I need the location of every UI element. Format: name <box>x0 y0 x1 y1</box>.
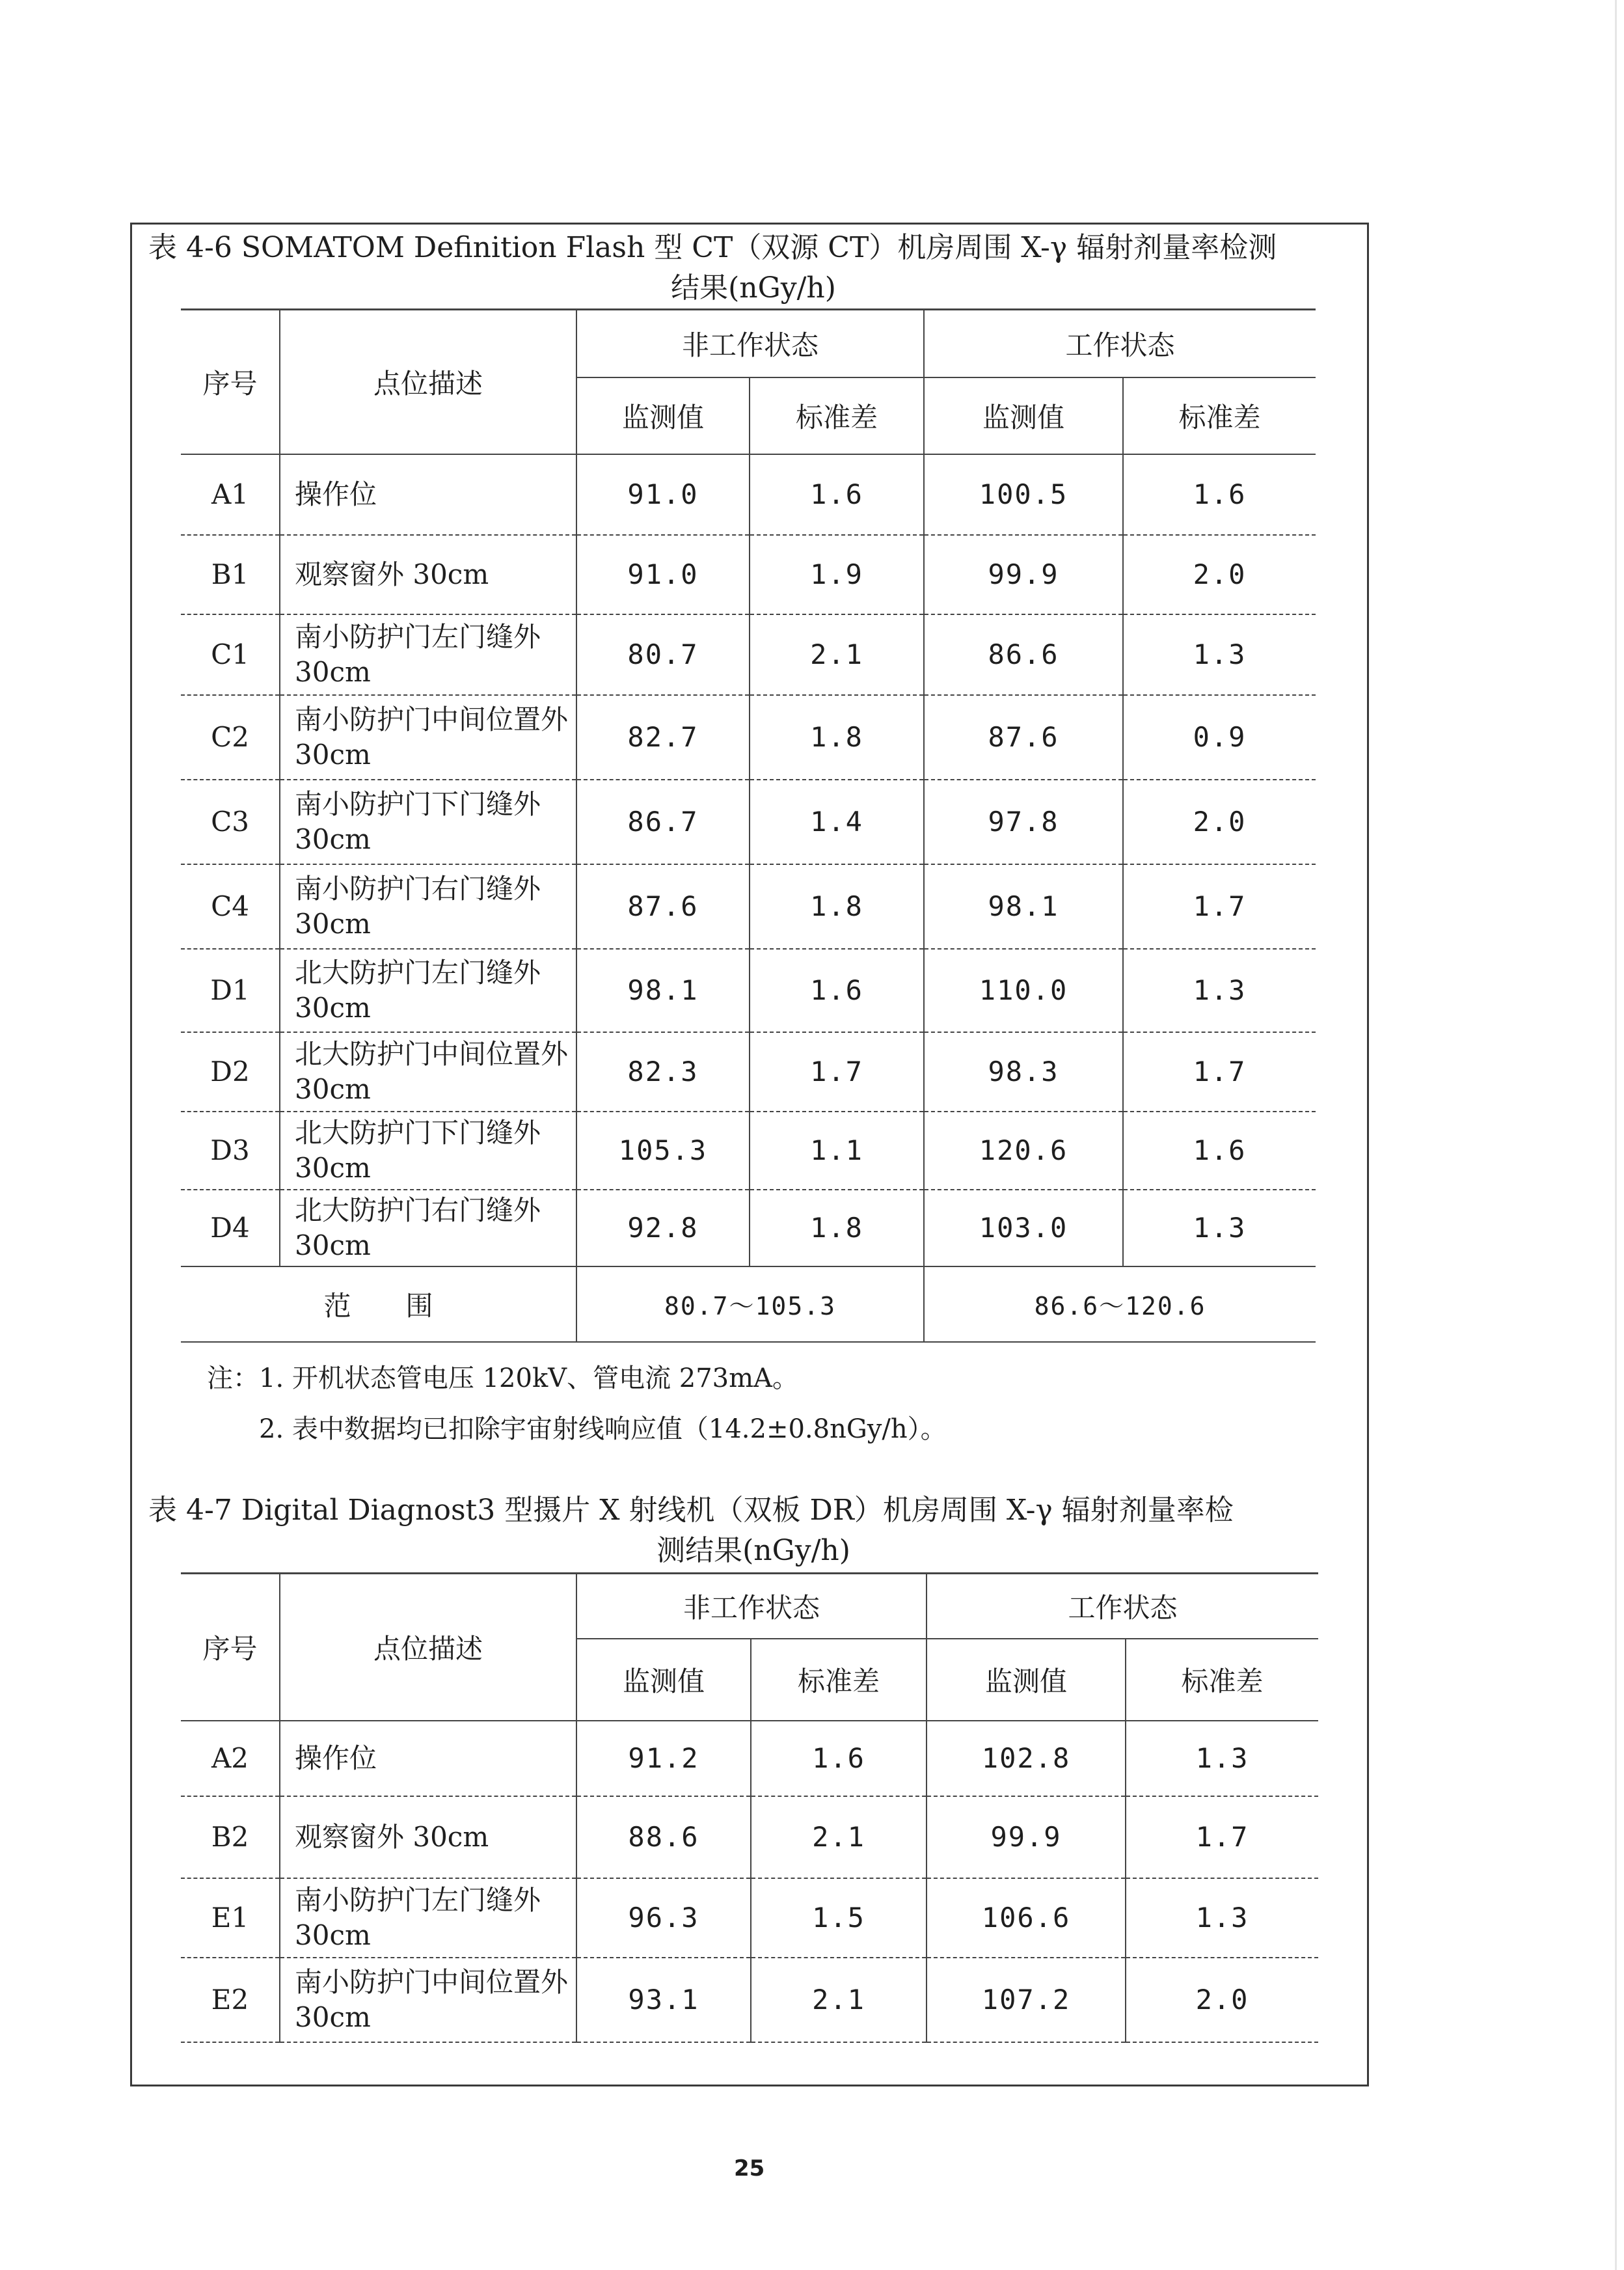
row-id: A2 <box>181 1721 280 1796</box>
row-on-value: 100.5 <box>924 454 1123 535</box>
range-off: 80.7～105.3 <box>576 1266 924 1342</box>
table2-header-desc: 点位描述 <box>280 1574 576 1721</box>
row-id: D1 <box>181 949 280 1032</box>
row-off-value: 96.3 <box>576 1878 751 1958</box>
row-id: C1 <box>181 614 280 695</box>
row-on-std: 1.3 <box>1126 1878 1318 1958</box>
row-on-std: 1.7 <box>1123 864 1316 949</box>
row-off-std: 1.4 <box>750 780 924 864</box>
range-label: 范 围 <box>181 1266 576 1342</box>
table2-caption <box>148 1490 1359 1571</box>
row-off-value: 91.2 <box>576 1721 751 1796</box>
table1-range-row <box>181 1266 1316 1342</box>
table1-caption-line2: 结果(nGy/h) <box>671 271 836 305</box>
row-on-std: 1.6 <box>1123 454 1316 535</box>
row-on-std: 1.3 <box>1123 1190 1316 1266</box>
row-id: E2 <box>181 1958 280 2042</box>
table-row <box>181 1190 1316 1266</box>
row-off-value: 82.7 <box>576 695 750 780</box>
row-on-std: 1.3 <box>1123 614 1316 695</box>
table1-header-seq: 序号 <box>181 310 280 454</box>
table2-header-on-value: 监测值 <box>927 1639 1126 1721</box>
table2-header-off-value: 监测值 <box>576 1639 751 1721</box>
table2-caption-line2: 测结果(nGy/h) <box>656 1534 850 1567</box>
row-desc: 南小防护门右门缝外 30cm <box>280 864 576 949</box>
table-row <box>181 454 1316 535</box>
row-on-std: 2.0 <box>1126 1958 1318 2042</box>
table2 <box>181 1572 1318 2043</box>
table2-caption-line1: 表 4-7 Digital Diagnost3 型摄片 X 射线机（双板 DR）机房周围 X-γ 辐射剂量率检 <box>148 1494 1234 1527</box>
table-row <box>181 1796 1318 1878</box>
table1 <box>181 308 1316 1343</box>
table2-header-off: 非工作状态 <box>576 1574 927 1639</box>
row-on-value: 87.6 <box>924 695 1123 780</box>
row-id: E1 <box>181 1878 280 1958</box>
row-on-value: 107.2 <box>927 1958 1126 2042</box>
row-on-value: 106.6 <box>927 1878 1126 1958</box>
row-off-std: 1.6 <box>750 949 924 1032</box>
row-id: C3 <box>181 780 280 864</box>
row-on-std: 2.0 <box>1123 780 1316 864</box>
row-off-std: 1.8 <box>750 1190 924 1266</box>
row-desc: 观察窗外 30cm <box>280 1796 576 1878</box>
table1-caption-line1: 表 4-6 SOMATOM Definition Flash 型 CT（双源 CT）机房周围 X-γ 辐射剂量率检测 <box>148 231 1277 264</box>
table-row <box>181 614 1316 695</box>
row-on-value: 99.9 <box>924 535 1123 614</box>
row-off-std: 1.1 <box>750 1112 924 1190</box>
table1-header-on: 工作状态 <box>924 310 1316 377</box>
table-row <box>181 780 1316 864</box>
row-id: D4 <box>181 1190 280 1266</box>
table-row <box>181 535 1316 614</box>
note-1: 注：1. 开机状态管电压 120kV、管电流 273mA。 <box>207 1363 798 1393</box>
table-row <box>181 1878 1318 1958</box>
row-desc: 北大防护门右门缝外 30cm <box>280 1190 576 1266</box>
table2-header-on-std: 标准差 <box>1126 1639 1318 1721</box>
table1-header-on-std: 标准差 <box>1123 377 1316 454</box>
row-id: A1 <box>181 454 280 535</box>
row-desc: 南小防护门下门缝外 30cm <box>280 780 576 864</box>
row-desc: 南小防护门左门缝外 30cm <box>280 1878 576 1958</box>
row-on-value: 103.0 <box>924 1190 1123 1266</box>
table1-header-off-std: 标准差 <box>750 377 924 454</box>
row-on-std: 1.3 <box>1126 1721 1318 1796</box>
table2-header-seq: 序号 <box>181 1574 280 1721</box>
row-off-std: 1.8 <box>750 864 924 949</box>
row-on-value: 102.8 <box>927 1721 1126 1796</box>
row-desc: 南小防护门中间位置外 30cm <box>280 695 576 780</box>
table-row <box>181 949 1316 1032</box>
row-off-value: 92.8 <box>576 1190 750 1266</box>
row-off-value: 98.1 <box>576 949 750 1032</box>
row-on-std: 1.7 <box>1126 1796 1318 1878</box>
row-id: C2 <box>181 695 280 780</box>
scan-edge <box>1615 0 1617 2270</box>
page-number: 25 <box>734 2155 765 2181</box>
row-off-value: 80.7 <box>576 614 750 695</box>
row-on-std: 1.6 <box>1123 1112 1316 1190</box>
range-on: 86.6～120.6 <box>924 1266 1316 1342</box>
row-off-value: 91.0 <box>576 535 750 614</box>
row-on-value: 86.6 <box>924 614 1123 695</box>
row-desc: 北大防护门左门缝外 30cm <box>280 949 576 1032</box>
row-on-std: 2.0 <box>1123 535 1316 614</box>
row-off-value: 105.3 <box>576 1112 750 1190</box>
table-row <box>181 1112 1316 1190</box>
table2-header-off-std: 标准差 <box>751 1639 927 1721</box>
row-off-std: 1.9 <box>750 535 924 614</box>
row-desc: 南小防护门左门缝外 30cm <box>280 614 576 695</box>
row-id: B2 <box>181 1796 280 1878</box>
row-off-value: 91.0 <box>576 454 750 535</box>
row-off-std: 1.6 <box>751 1721 927 1796</box>
table1-header-on-value: 监测值 <box>924 377 1123 454</box>
row-id: D3 <box>181 1112 280 1190</box>
table1-header-off: 非工作状态 <box>576 310 924 377</box>
row-off-std: 1.7 <box>750 1032 924 1112</box>
row-desc: 北大防护门下门缝外 30cm <box>280 1112 576 1190</box>
row-desc: 操作位 <box>280 1721 576 1796</box>
table1-header-desc: 点位描述 <box>280 310 576 454</box>
row-id: B1 <box>181 535 280 614</box>
row-on-value: 98.1 <box>924 864 1123 949</box>
row-id: C4 <box>181 864 280 949</box>
row-on-value: 97.8 <box>924 780 1123 864</box>
row-off-value: 87.6 <box>576 864 750 949</box>
row-on-value: 99.9 <box>927 1796 1126 1878</box>
row-off-value: 82.3 <box>576 1032 750 1112</box>
row-off-std: 1.6 <box>750 454 924 535</box>
row-on-value: 120.6 <box>924 1112 1123 1190</box>
table-row <box>181 864 1316 949</box>
row-desc: 观察窗外 30cm <box>280 535 576 614</box>
row-off-value: 88.6 <box>576 1796 751 1878</box>
table-row <box>181 1032 1316 1112</box>
table-row <box>181 1721 1318 1796</box>
row-on-std: 0.9 <box>1123 695 1316 780</box>
row-desc: 北大防护门中间位置外 30cm <box>280 1032 576 1112</box>
row-off-value: 86.7 <box>576 780 750 864</box>
note-2: 2. 表中数据均已扣除宇宙射线响应值（14.2±0.8nGy/h）。 <box>259 1414 947 1444</box>
row-off-std: 2.1 <box>751 1796 927 1878</box>
row-desc: 操作位 <box>280 454 576 535</box>
table1-header-off-value: 监测值 <box>576 377 750 454</box>
row-off-std: 1.5 <box>751 1878 927 1958</box>
row-off-value: 93.1 <box>576 1958 751 2042</box>
table2-header-on: 工作状态 <box>927 1574 1318 1639</box>
table-row <box>181 695 1316 780</box>
row-off-std: 2.1 <box>751 1958 927 2042</box>
row-on-std: 1.7 <box>1123 1032 1316 1112</box>
row-on-std: 1.3 <box>1123 949 1316 1032</box>
row-on-value: 110.0 <box>924 949 1123 1032</box>
table-row <box>181 1958 1318 2042</box>
row-off-std: 1.8 <box>750 695 924 780</box>
row-desc: 南小防护门中间位置外 30cm <box>280 1958 576 2042</box>
row-off-std: 2.1 <box>750 614 924 695</box>
row-id: D2 <box>181 1032 280 1112</box>
row-on-value: 98.3 <box>924 1032 1123 1112</box>
table1-caption <box>148 228 1359 308</box>
